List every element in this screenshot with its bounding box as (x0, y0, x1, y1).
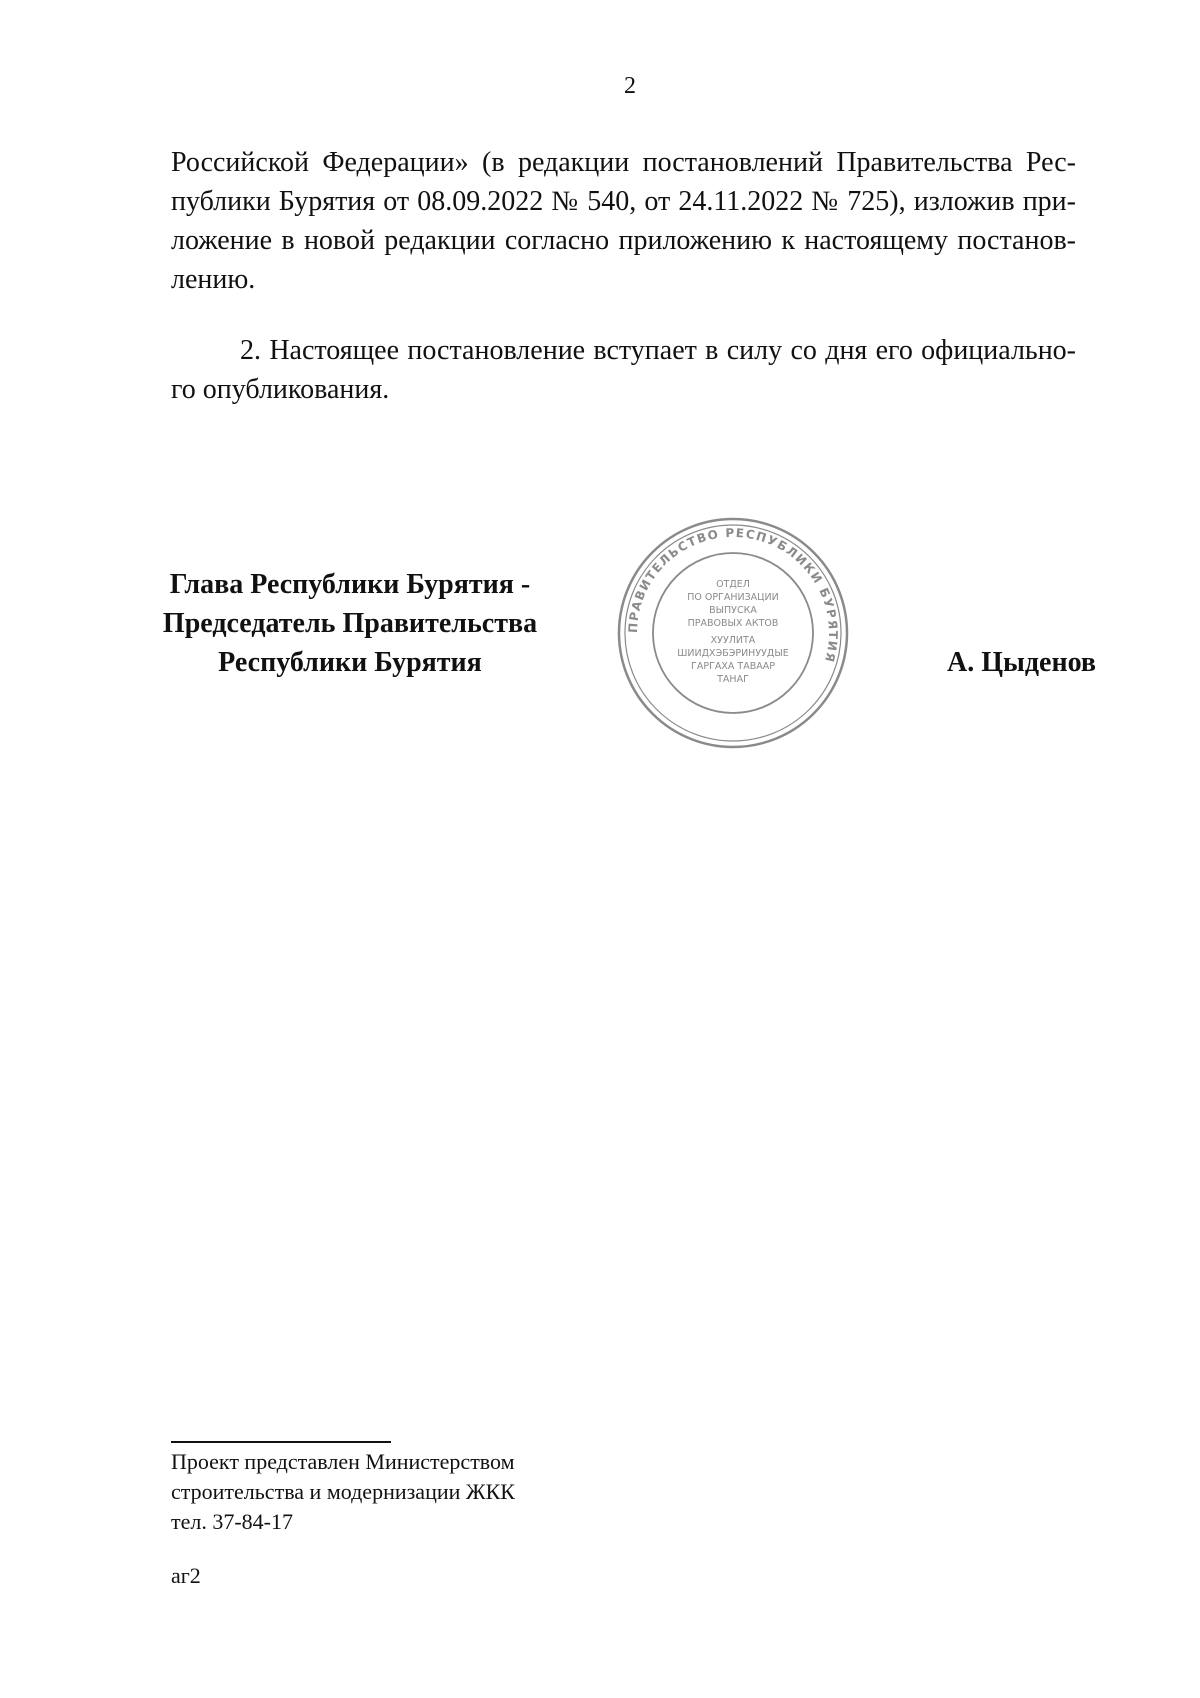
footnote-line: строительства и модернизации ЖКК (171, 1479, 515, 1504)
seal-center-line: ШИИДХЭБЭРИНУУДЫЕ (677, 648, 789, 659)
signatory-title-line: Председатель Правительства (162, 608, 538, 639)
page-number: 2 (624, 73, 636, 99)
footnote (171, 1447, 691, 1537)
document-code: аг2 (171, 1563, 201, 1588)
footnote-line: Проект представлен Министерством (171, 1449, 515, 1474)
seal-center-line: ПРАВОВЫХ АКТОВ (687, 618, 779, 629)
seal-center-line: ГАРГАХА ТАВААР (691, 661, 775, 672)
official-seal-stamp (616, 516, 850, 750)
paragraph-entry-into-force: 2. Настоящее постановление вступает в силу со дня его официального опубликования. (171, 335, 1076, 405)
seal-center-line: ХУУЛИТА (710, 635, 756, 646)
seal-center-line: ОТДЕЛ (716, 579, 750, 590)
signatory-title (150, 565, 550, 682)
signatory-title-line: Республики Бурятия (218, 647, 482, 678)
footnote-divider (171, 1441, 391, 1443)
signatory-title-line: Глава Республики Бурятия - (169, 569, 531, 600)
seal-center-line: ВЫПУСКА (709, 605, 757, 616)
paragraph-amendment: Российской Федерации» (в редакции постановлений Правительства Республики Бурятия от 08.09.2022 № 540, от 24.11.2022 № 725), изложив приложение в новой редакции согласно приложению к настоящему постановлению. (171, 147, 1076, 295)
seal-outer-text: ПРАВИТЕЛЬСТВО РЕСПУБЛИКИ БУРЯТИЯ (625, 525, 841, 665)
seal-center-line: ТАНАГ (717, 674, 749, 685)
seal-center-ring (653, 553, 813, 713)
footnote-line: тел. 37-84-17 (171, 1509, 294, 1534)
signatory-name: А. Цыденов (946, 647, 1096, 678)
seal-center-line: ПО ОРГАНИЗАЦИИ (687, 592, 779, 603)
